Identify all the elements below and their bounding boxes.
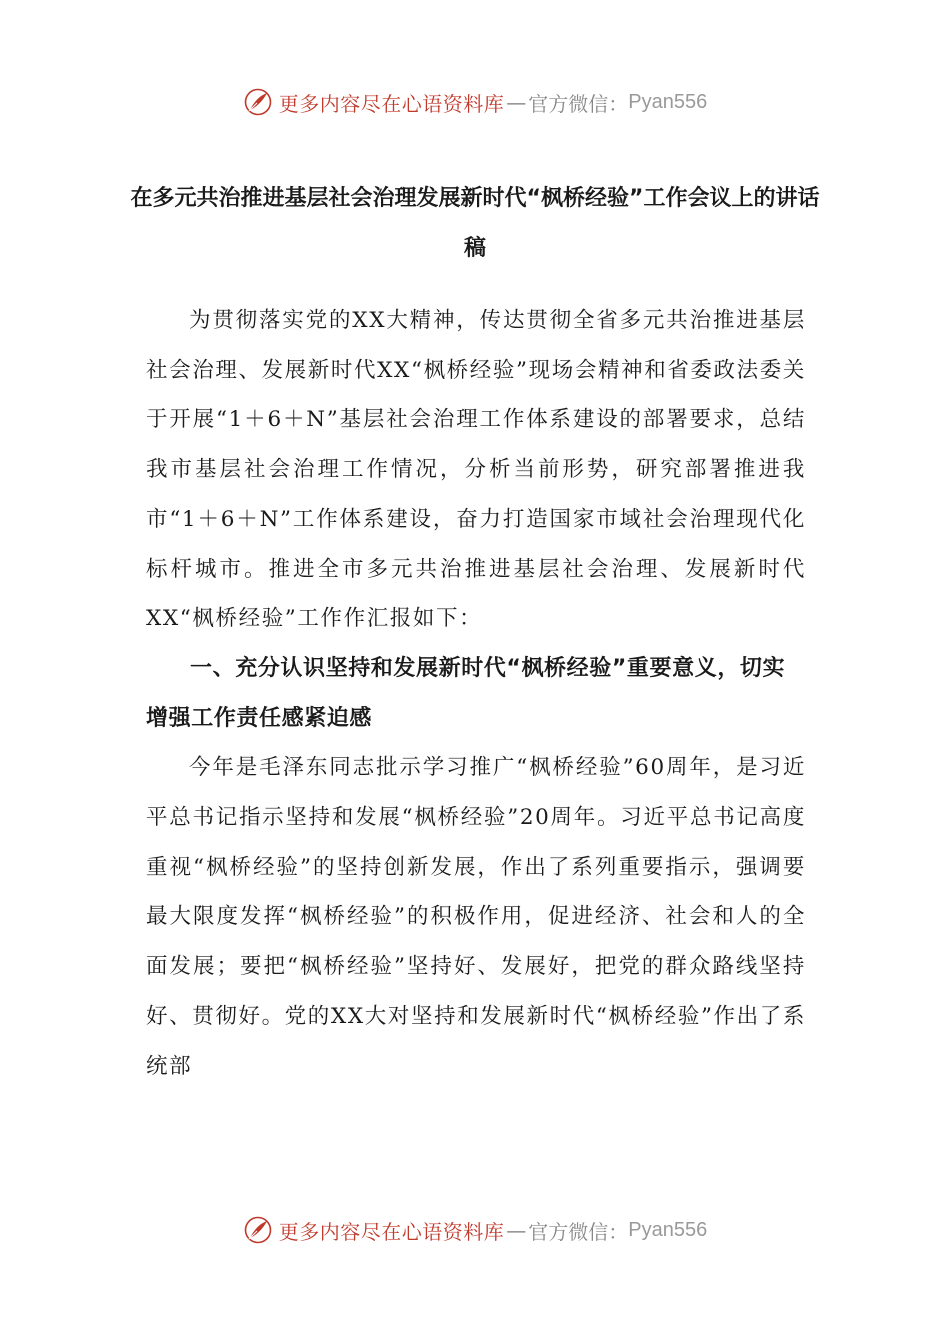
wechat-label: 官方微信：: [528, 91, 629, 116]
watermark-separator: —: [506, 90, 527, 114]
wechat-id: Pyan556: [628, 1218, 708, 1241]
document-title: 在多元共治推进基层社会治理发展新时代“枫桥经验”工作会议上的讲话稿: [130, 186, 820, 261]
section-1-paragraph: 今年是毛泽东同志批示学习推广“枫桥经验”60周年，是习近平总书记指示坚持和发展“枫桥经验”20周年。习近平总书记高度重视“枫桥经验”的坚持创新发展，作出了系列重要指示，强调要最大限度发挥“枫桥经验”的积极作用，促进经济、社会和人的全面发展；要把“枫桥经验”坚持好、发展好，把党的群众路线坚持好、贯彻好。党的XX大对坚持和发展新时代“枫桥经验”作出了系统部: [146, 755, 806, 1079]
watermark-text: 更多内容尽在心语资料库: [278, 1219, 505, 1244]
watermark-text: 更多内容尽在心语资料库: [278, 91, 505, 116]
intro-paragraph: 为贯彻落实党的XX大精神，传达贯彻全省多元共治推进基层社会治理、发展新时代XX“枫桥经验”现场会精神和省委政法委关于开展“1＋6＋N”基层社会治理工作体系建设的部署要求，总结我市基层社会治理工作情况，分析当前形势，研究部署推进我市“1＋6＋N”工作体系建设，奋力打造国家市域社会治理现代化标杆城市。推进全市多元共治推进基层社会治理、发展新时代XX“枫桥经验”工作作汇报如下：: [146, 308, 806, 632]
watermark-separator: —: [506, 1218, 527, 1242]
section-1-heading: 一、充分认识坚持和发展新时代“枫桥经验”重要意义，切实增强工作责任感紧迫感: [146, 655, 786, 731]
quill-logo-icon: [243, 1215, 273, 1245]
footer-watermark: [0, 1210, 950, 1250]
document-body: [146, 296, 806, 1091]
wechat-id: Pyan556: [628, 90, 708, 113]
header-watermark: [0, 82, 950, 122]
quill-logo-icon: [243, 87, 273, 117]
wechat-label: 官方微信：: [528, 1219, 629, 1244]
